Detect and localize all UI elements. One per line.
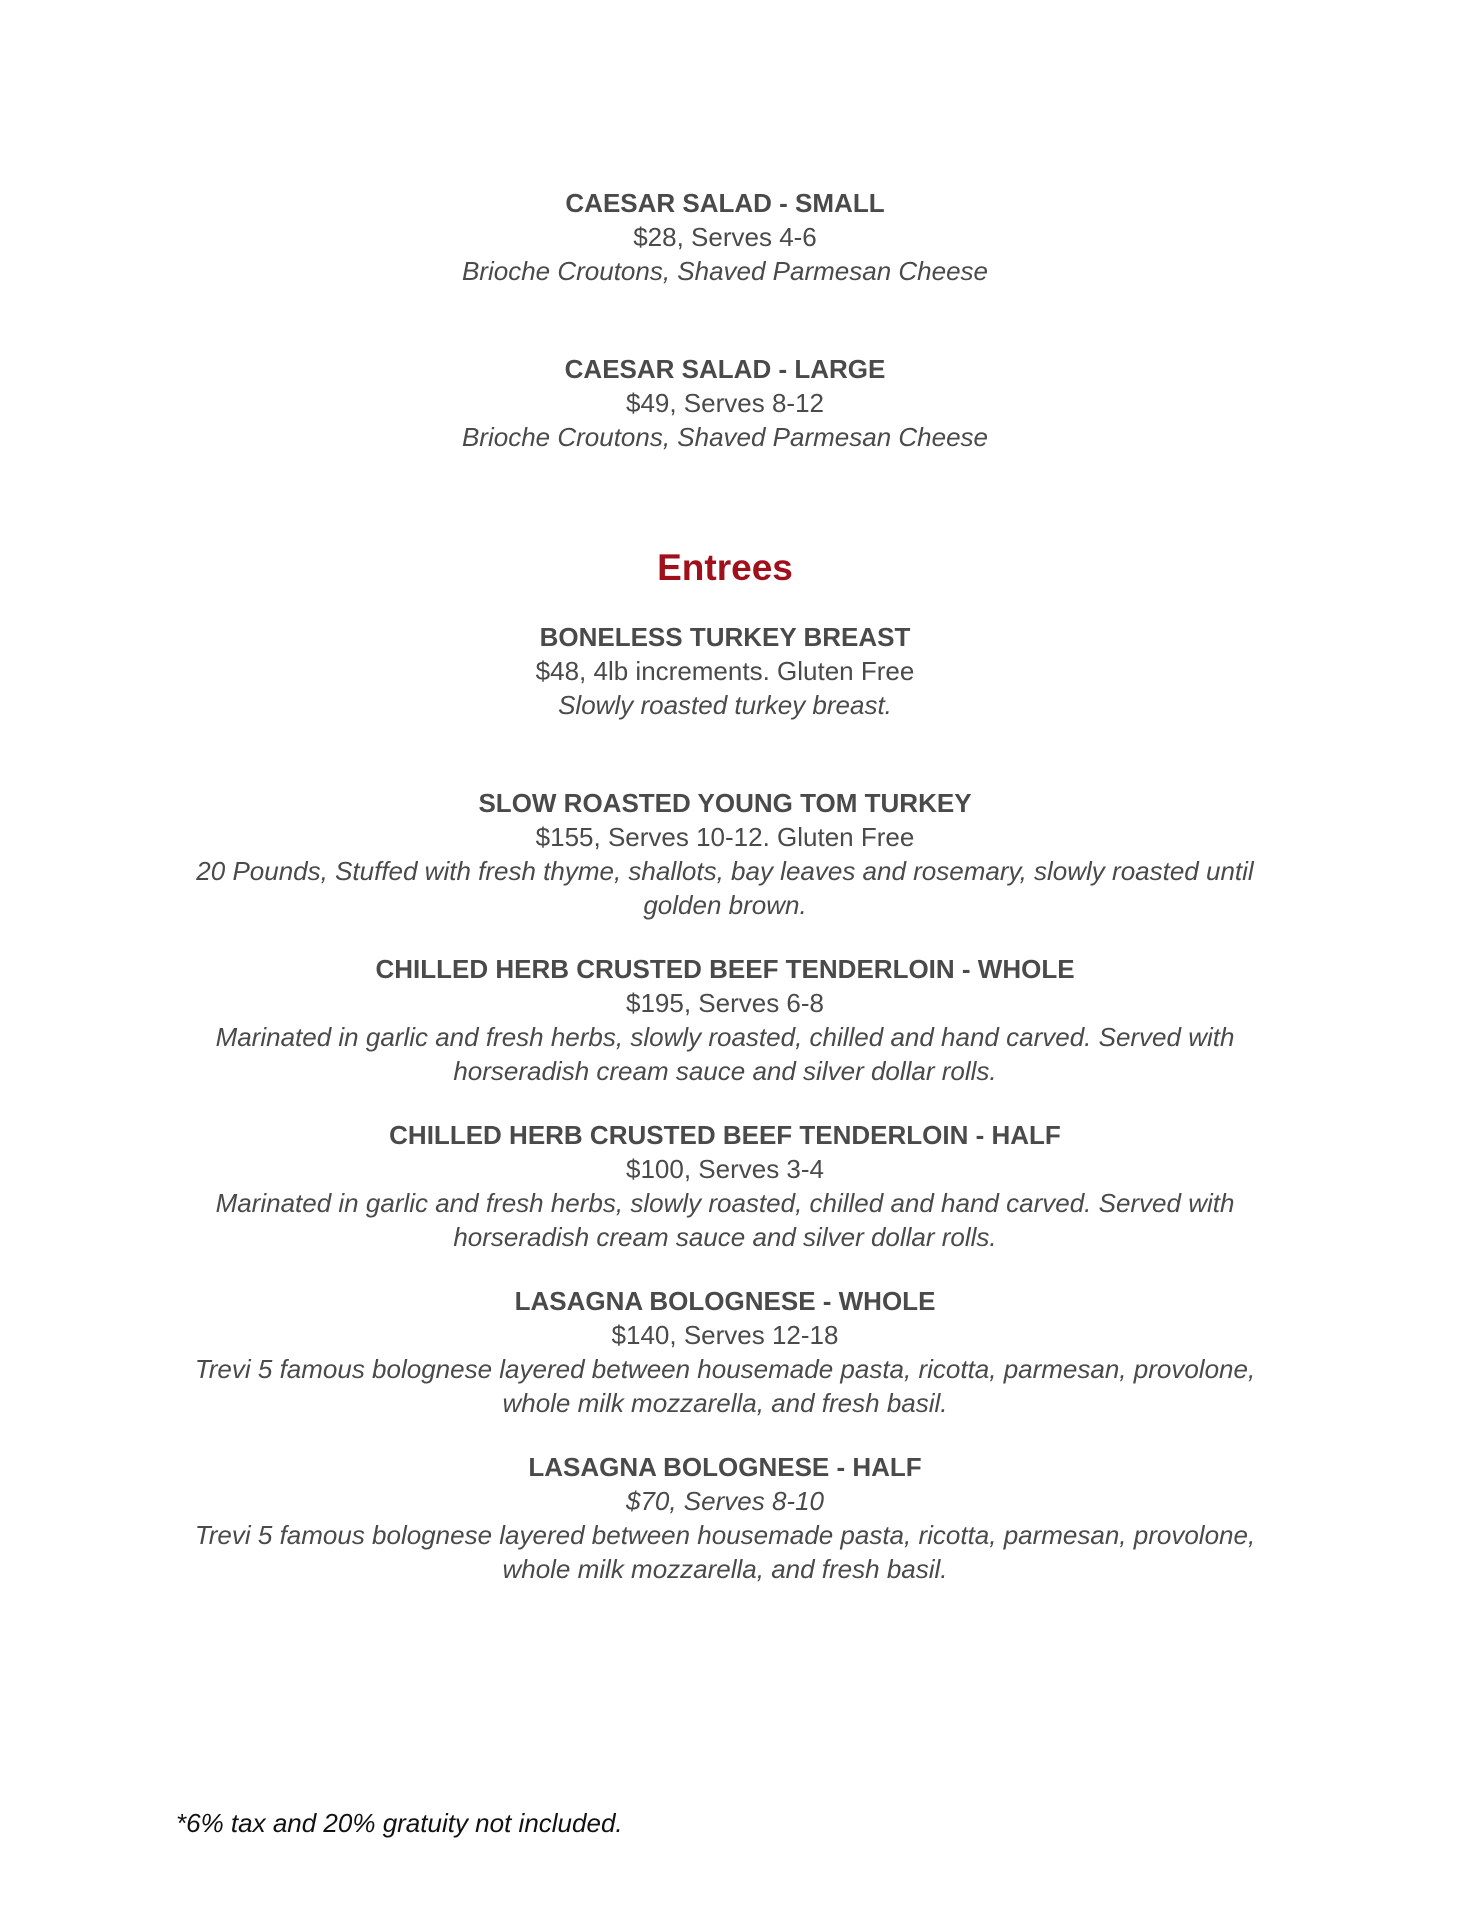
tax-gratuity-footnote: *6% tax and 20% gratuity not included. xyxy=(176,1808,623,1838)
menu-item-tenderloin-half xyxy=(190,1118,1260,1254)
menu-item-description-line: horseradish cream sauce and silver dollar rolls. xyxy=(453,1056,997,1086)
menu-item-description-line: Marinated in garlic and fresh herbs, slowly roasted, chilled and hand carved. Served with xyxy=(215,1188,1235,1218)
menu-item-price: $70, Serves 8-10 xyxy=(625,1486,824,1516)
menu-item-name: SLOW ROASTED YOUNG TOM TURKEY xyxy=(478,788,972,818)
menu-item-name: BONELESS TURKEY BREAST xyxy=(539,622,911,652)
menu-item-description-line: Trevi 5 famous bolognese layered between housemade pasta, ricotta, parmesan, provolone, xyxy=(194,1354,1256,1384)
menu-item-description: Brioche Croutons, Shaved Parmesan Cheese xyxy=(461,256,989,286)
menu-item-price: $28, Serves 4-6 xyxy=(633,222,817,252)
menu-item-name: LASAGNA BOLOGNESE - WHOLE xyxy=(514,1286,936,1316)
menu-item-description-line: golden brown. xyxy=(643,890,807,920)
menu-item-description-line: whole milk mozzarella, and fresh basil. xyxy=(502,1554,948,1584)
menu-item-tenderloin-whole xyxy=(190,952,1260,1088)
menu-item-description-line: Trevi 5 famous bolognese layered between housemade pasta, ricotta, parmesan, provolone, xyxy=(194,1520,1256,1550)
menu-item-name: CAESAR SALAD - SMALL xyxy=(565,188,885,218)
menu-item-price: $49, Serves 8-12 xyxy=(625,388,824,418)
menu-item-lasagna-half xyxy=(190,1450,1260,1586)
menu-item-price: $195, Serves 6-8 xyxy=(625,988,824,1018)
menu-item-description-line: horseradish cream sauce and silver dollar rolls. xyxy=(453,1222,997,1252)
menu-item-description-line: Marinated in garlic and fresh herbs, slowly roasted, chilled and hand carved. Served with xyxy=(215,1022,1235,1052)
menu-item-description: Brioche Croutons, Shaved Parmesan Cheese xyxy=(461,422,989,452)
menu-item-price: $155, Serves 10-12. Gluten Free xyxy=(535,822,915,852)
menu-item-name: CAESAR SALAD - LARGE xyxy=(564,354,886,384)
menu-item-name: LASAGNA BOLOGNESE - HALF xyxy=(528,1452,922,1482)
menu-item-description-line: whole milk mozzarella, and fresh basil. xyxy=(502,1388,948,1418)
menu-item-caesar-large xyxy=(190,352,1260,454)
section-title-entrees: Entrees xyxy=(657,547,793,588)
menu-item-description: Slowly roasted turkey breast. xyxy=(558,690,892,720)
menu-item-lasagna-whole xyxy=(190,1284,1260,1420)
menu-item-price: $140, Serves 12-18 xyxy=(611,1320,839,1350)
menu-item-name: CHILLED HERB CRUSTED BEEF TENDERLOIN - WHOLE xyxy=(375,954,1075,984)
menu-item-caesar-small xyxy=(190,186,1260,288)
menu-item-turkey-breast xyxy=(190,620,1260,722)
menu-item-name: CHILLED HERB CRUSTED BEEF TENDERLOIN - HALF xyxy=(389,1120,1061,1150)
menu-item-price: $100, Serves 3-4 xyxy=(625,1154,824,1184)
menu-item-tom-turkey xyxy=(190,786,1260,922)
menu-item-description-line: 20 Pounds, Stuffed with fresh thyme, shallots, bay leaves and rosemary, slowly roasted until xyxy=(196,856,1254,886)
menu-item-price: $48, 4lb increments. Gluten Free xyxy=(535,656,915,686)
